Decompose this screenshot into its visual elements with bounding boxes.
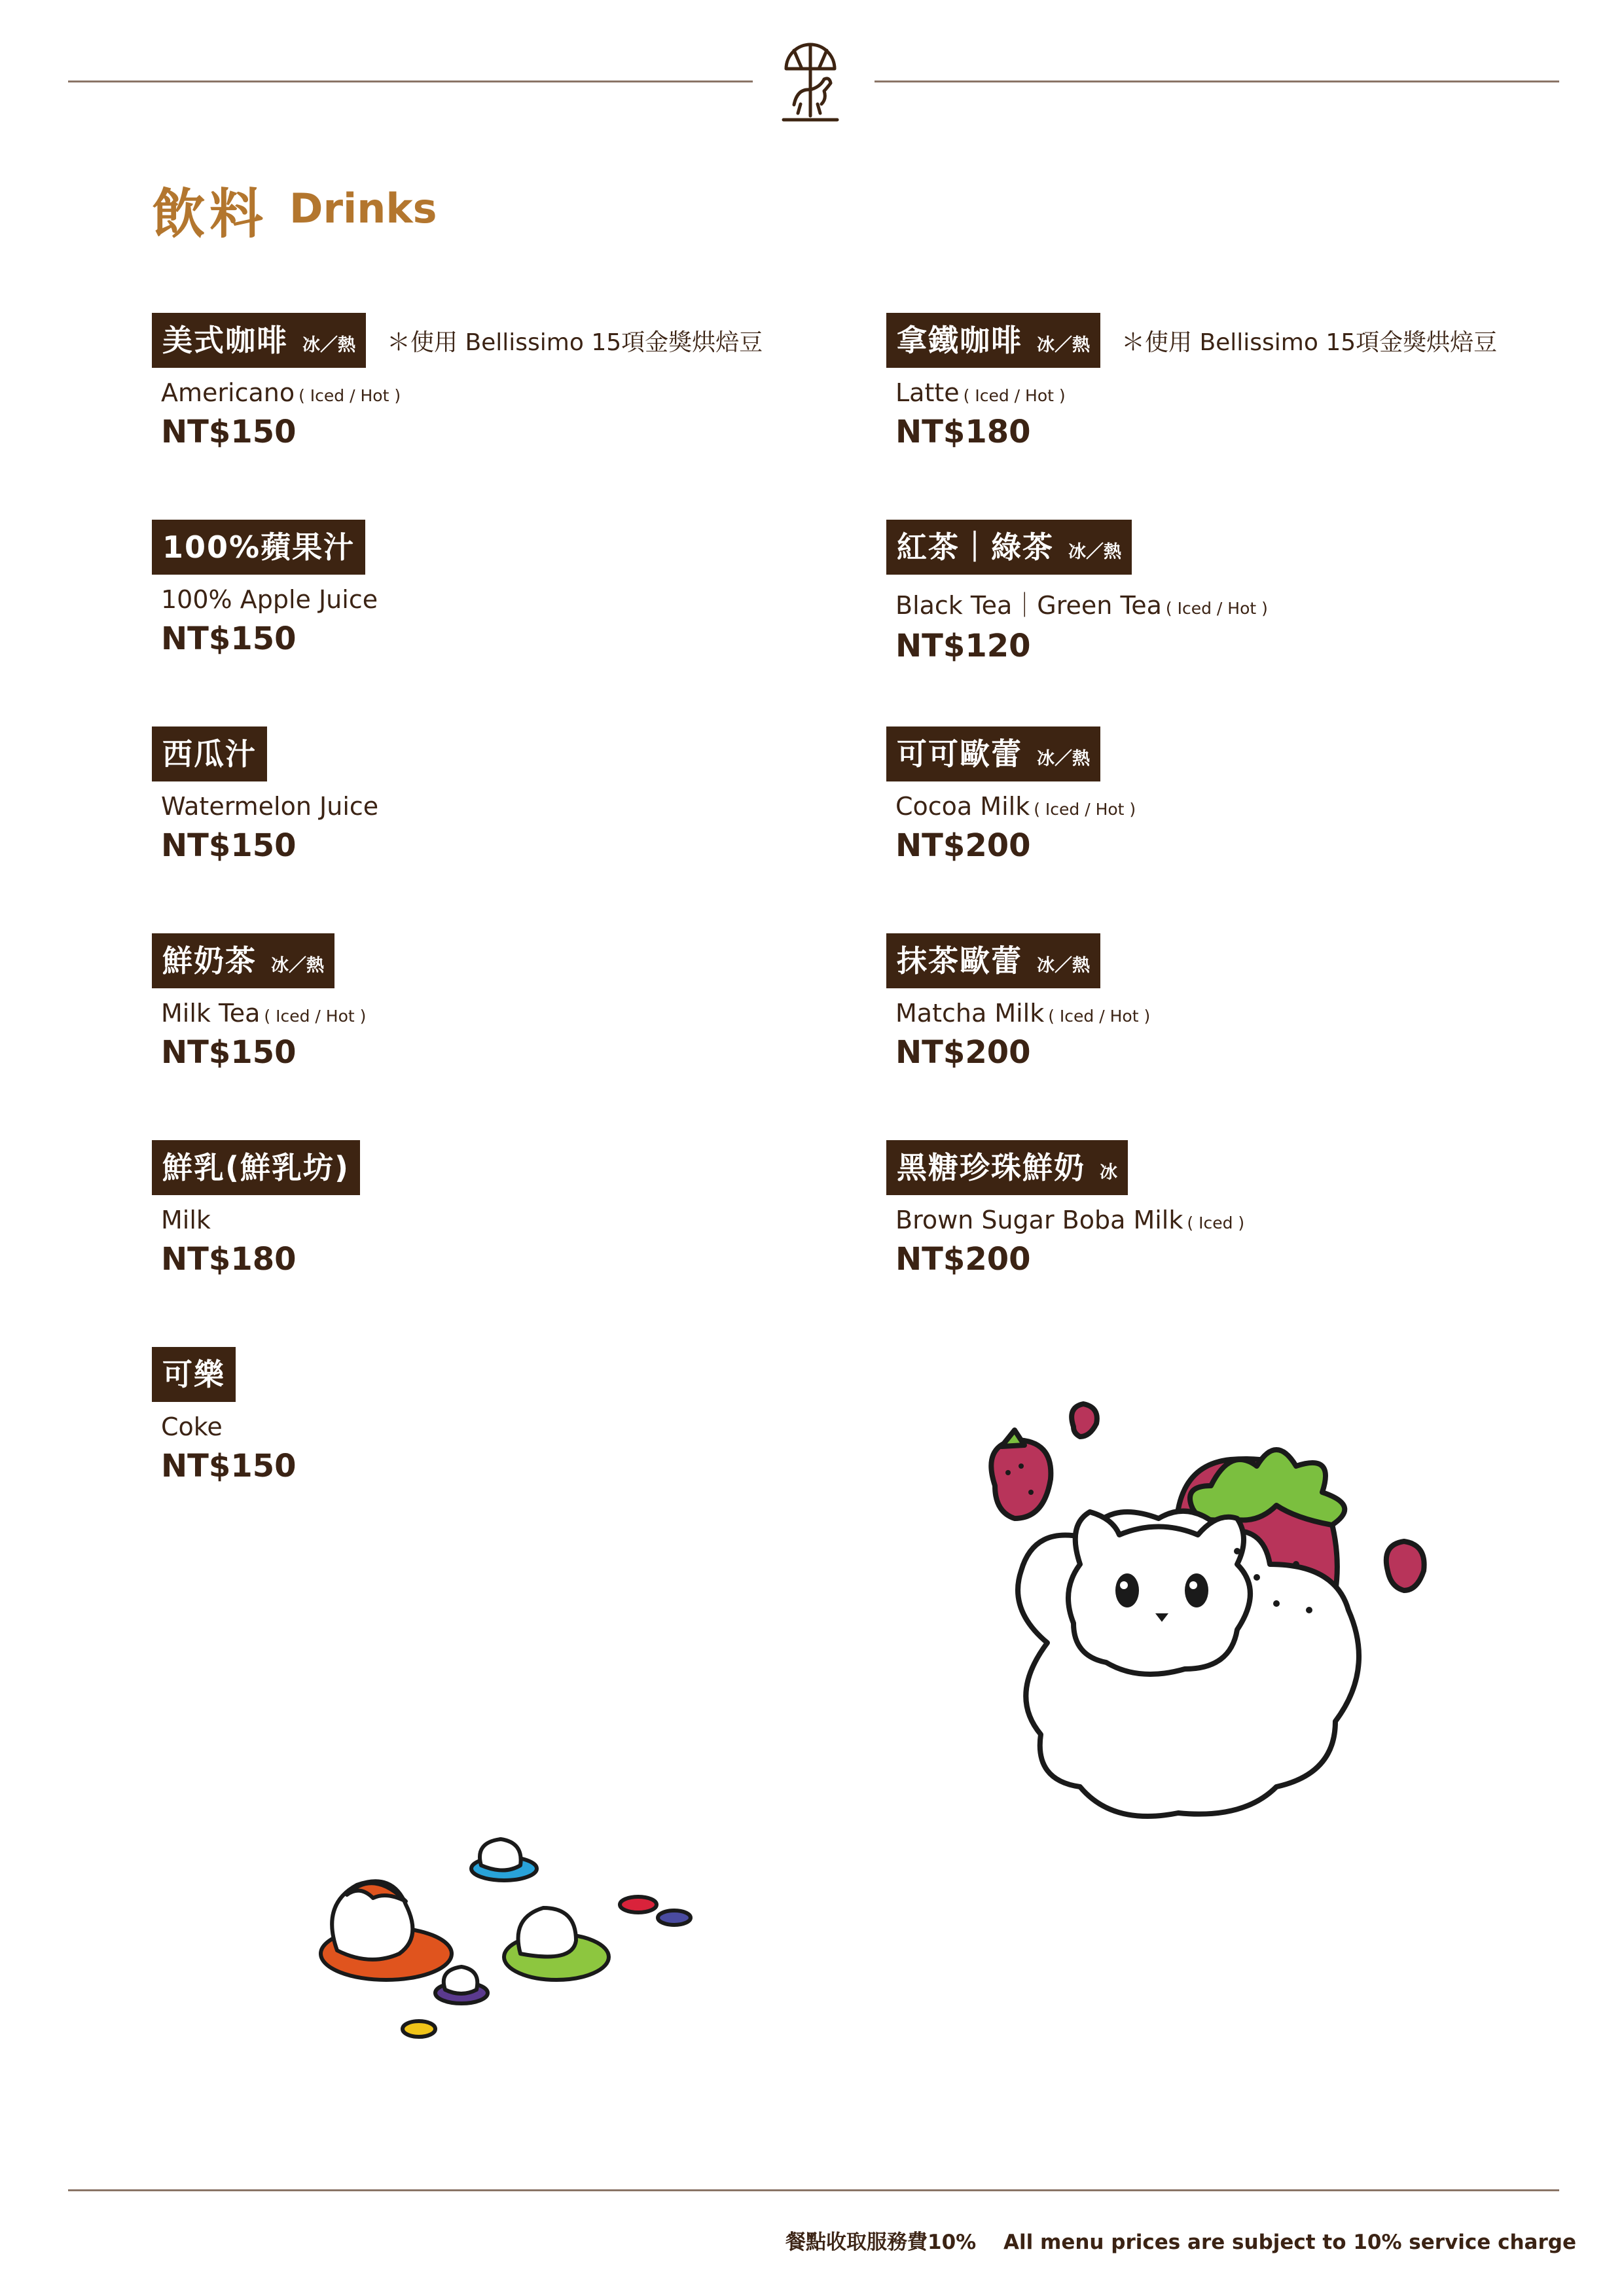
- carousel-horse-logo-icon: [774, 36, 846, 128]
- item-name-en: Milk: [161, 1206, 211, 1234]
- service-charge-note: 餐點收取服務費10% All menu prices are subject to 10% service charge: [785, 2231, 1576, 2254]
- menu-item-apple-juice: [152, 520, 378, 657]
- item-name-cn: 西瓜汁: [162, 736, 257, 772]
- item-name-cn: 美式咖啡: [162, 323, 288, 358]
- item-temp-en: ( Iced / Hot ): [264, 1007, 367, 1026]
- item-price: NT$180: [161, 1241, 297, 1278]
- menu-item-latte: [886, 313, 1497, 450]
- item-name-en: Coke: [161, 1412, 223, 1441]
- item-name-tag: [152, 1347, 236, 1402]
- item-name-en: Black Tea｜Green Tea: [895, 591, 1162, 620]
- item-price: NT$180: [895, 414, 1031, 450]
- item-temp: 冰／熱: [1037, 335, 1090, 355]
- item-name-en: 100% Apple Juice: [161, 585, 378, 614]
- item-temp-en: ( Iced ): [1187, 1213, 1245, 1232]
- menu-item-matcha-milk: [886, 933, 1150, 1071]
- item-temp: 冰／熱: [1068, 542, 1121, 562]
- item-name-tag: [152, 1140, 360, 1195]
- page-title-en: Drinks: [289, 185, 437, 232]
- item-price: NT$200: [895, 827, 1031, 864]
- item-name-tag: [886, 726, 1100, 781]
- menu-item-americano: [152, 313, 763, 450]
- item-name-cn: 鮮奶茶: [162, 943, 257, 978]
- item-name-cn: 100%蘋果汁: [162, 529, 355, 565]
- item-name-en: Matcha Milk: [895, 999, 1045, 1028]
- item-name-cn: 抹茶歐蕾: [897, 943, 1022, 978]
- item-name-cn: 紅茶｜綠茶: [897, 529, 1054, 565]
- menu-item-cocoa-milk: [886, 726, 1136, 864]
- item-price: NT$150: [161, 1034, 297, 1071]
- menu-item-watermelon-juice: [152, 726, 378, 864]
- item-name-tag: [886, 1140, 1128, 1195]
- item-temp: 冰／熱: [302, 335, 355, 355]
- item-temp: 冰／熱: [1037, 956, 1090, 976]
- item-name-tag: [152, 520, 365, 575]
- item-name-cn: 可可歐蕾: [897, 736, 1022, 772]
- menu-item-brown-sugar-boba-milk: [886, 1140, 1244, 1278]
- item-name-tag: [886, 933, 1100, 988]
- item-price: NT$150: [161, 620, 297, 657]
- item-temp-en: ( Iced / Hot ): [1048, 1007, 1151, 1026]
- item-temp-en: ( Iced / Hot ): [1034, 800, 1136, 819]
- item-name-tag: [152, 933, 334, 988]
- item-temp: 冰: [1100, 1162, 1117, 1183]
- menu-item-milk: [152, 1140, 360, 1278]
- item-name-tag: [152, 313, 366, 368]
- item-price: NT$150: [161, 827, 297, 864]
- item-price: NT$200: [895, 1034, 1031, 1071]
- item-name-cn: 鮮乳(鮮乳坊): [162, 1150, 350, 1185]
- item-temp-en: ( Iced / Hot ): [1165, 599, 1268, 618]
- item-name-cn: 黑糖珍珠鮮奶: [897, 1150, 1085, 1185]
- item-note: ＊使用 Bellissimo 15項金獎烘焙豆: [1121, 329, 1498, 356]
- item-temp: 冰／熱: [1037, 749, 1090, 769]
- melting-ice-cream-illustration: [308, 1833, 700, 2049]
- item-name-cn: 可樂: [162, 1357, 225, 1392]
- item-name-en: Brown Sugar Boba Milk: [895, 1206, 1183, 1234]
- item-name-tag: [152, 726, 267, 781]
- item-name-en: Cocoa Milk: [895, 792, 1030, 821]
- menu-item-milk-tea: [152, 933, 366, 1071]
- top-rule-left: [68, 81, 753, 82]
- item-name-en: Americano: [161, 378, 295, 407]
- bottom-rule: [68, 2189, 1559, 2191]
- item-name-en: Latte: [895, 378, 960, 407]
- item-price: NT$150: [161, 1448, 297, 1484]
- item-price: NT$200: [895, 1241, 1031, 1278]
- top-rule-right: [875, 81, 1559, 82]
- menu-item-black-green-tea: [886, 520, 1268, 664]
- item-name-tag: [886, 313, 1100, 368]
- item-name-en: Milk Tea: [161, 999, 261, 1028]
- menu-item-coke: [152, 1347, 297, 1484]
- cat-with-strawberry-illustration: [969, 1394, 1453, 1852]
- item-price: NT$150: [161, 414, 297, 450]
- item-name-cn: 拿鐵咖啡: [897, 323, 1022, 358]
- item-temp-en: ( Iced / Hot ): [298, 386, 401, 405]
- item-name-tag: [886, 520, 1132, 575]
- item-price: NT$120: [895, 628, 1031, 664]
- page-title-cn: 飲料: [152, 183, 268, 245]
- item-name-en: Watermelon Juice: [161, 792, 379, 821]
- item-note: ＊使用 Bellissimo 15項金獎烘焙豆: [387, 329, 763, 356]
- item-temp-en: ( Iced / Hot ): [963, 386, 1066, 405]
- item-temp: 冰／熱: [271, 956, 324, 976]
